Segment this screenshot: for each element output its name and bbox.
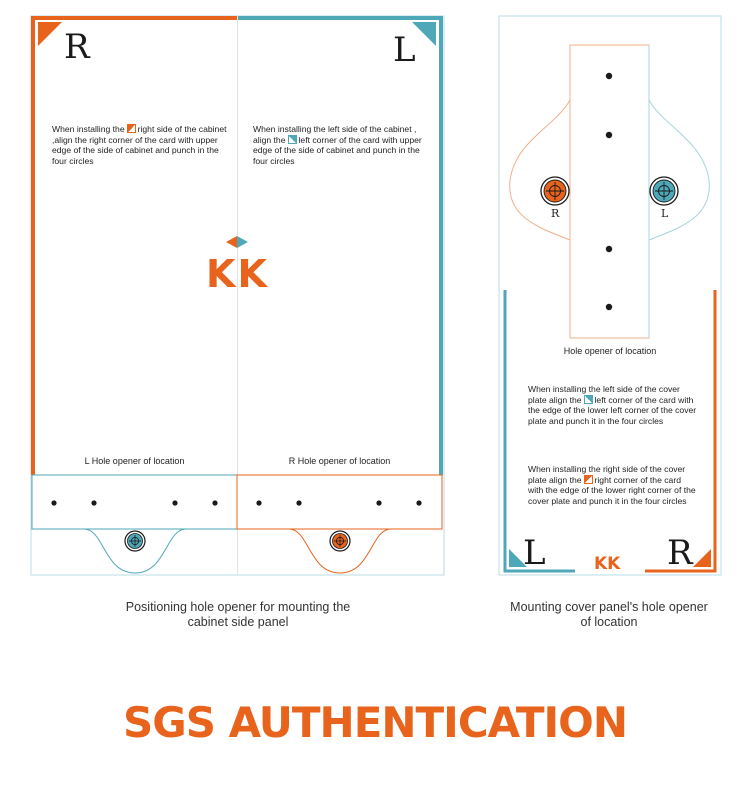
orange-corner-icon	[693, 549, 711, 567]
drill-dot-icon	[296, 500, 301, 505]
teal-frame	[238, 18, 441, 475]
cover-strip	[570, 45, 649, 338]
screw-hole-icon	[650, 177, 678, 205]
teal-corner-frame	[505, 290, 575, 571]
drill-dot-icon	[51, 500, 56, 505]
screw-hole-icon	[330, 531, 350, 551]
instruction-right-side-cabinet: When installing the right side of the cabinet ,align the right corner of the card with upper edge of the side of cabinet and punch in the four circles	[52, 124, 227, 166]
teal-corner-icon	[584, 395, 593, 404]
l-hole-label: L Hole opener of location	[84, 456, 185, 466]
corner-letter-l-bottom: L	[523, 533, 546, 573]
corner-letter-l: L	[393, 30, 416, 70]
drill-dot-icon	[416, 500, 421, 505]
orange-corner-frame	[645, 290, 715, 571]
kk-logo: KK	[206, 252, 269, 296]
drill-dot-icon	[172, 500, 177, 505]
drill-dot-icon	[606, 132, 612, 138]
teal-lobe	[649, 100, 709, 240]
drill-dot-icon	[606, 304, 612, 310]
hole-letter-l: L	[661, 207, 669, 220]
orange-corner-icon	[127, 124, 136, 133]
instruction-left-side-cabinet: When installing the left side of the cabinet , align the left corner of the card with upper edge of the side of cabinet and punch in the four circles	[253, 124, 422, 166]
teal-corner-icon	[288, 135, 297, 144]
diamond-marker-orange	[226, 236, 237, 248]
screw-hole-icon	[541, 177, 569, 205]
r-hole-strip	[237, 475, 442, 529]
drill-dot-icon	[212, 500, 217, 505]
instruction-right-cover-plate: When installing the right side of the cover plate align the right corner of the card with the edge of the lower right corner of the cover plate and punch it in the four circles	[528, 464, 696, 506]
drill-dot-icon	[376, 500, 381, 505]
drill-dot-icon	[256, 500, 261, 505]
orange-lobe	[510, 100, 570, 240]
corner-letter-r: R	[64, 27, 90, 67]
left-caption: Positioning hole opener for mounting the cabinet side panel	[125, 600, 351, 629]
diamond-marker-teal	[237, 236, 248, 248]
corner-letter-r-bottom: R	[667, 533, 693, 573]
orange-corner-icon	[584, 475, 593, 484]
drill-dot-icon	[91, 500, 96, 505]
orange-frame	[33, 18, 237, 475]
orange-corner-icon	[38, 22, 62, 46]
r-hole-label: R Hole opener of location	[288, 456, 391, 466]
teal-corner-icon	[412, 22, 436, 46]
hole-letter-r: R	[551, 207, 560, 220]
drill-dot-icon	[606, 246, 612, 252]
l-hole-strip	[32, 475, 237, 529]
right-caption: Mounting cover panel's hole opener of location	[510, 600, 708, 629]
drill-dot-icon	[606, 73, 612, 79]
instruction-left-cover-plate: When installing the left side of the cover plate align the left corner of the card with the edge of the lower left corner of the cover plate and punch it in the four circles	[528, 384, 697, 426]
screw-hole-icon	[125, 531, 145, 551]
sgs-authentication-headline: SGS AUTHENTICATION	[122, 698, 628, 747]
cover-strip-label: Hole opener of location	[563, 346, 657, 356]
kk-logo-small: KK	[594, 554, 621, 574]
